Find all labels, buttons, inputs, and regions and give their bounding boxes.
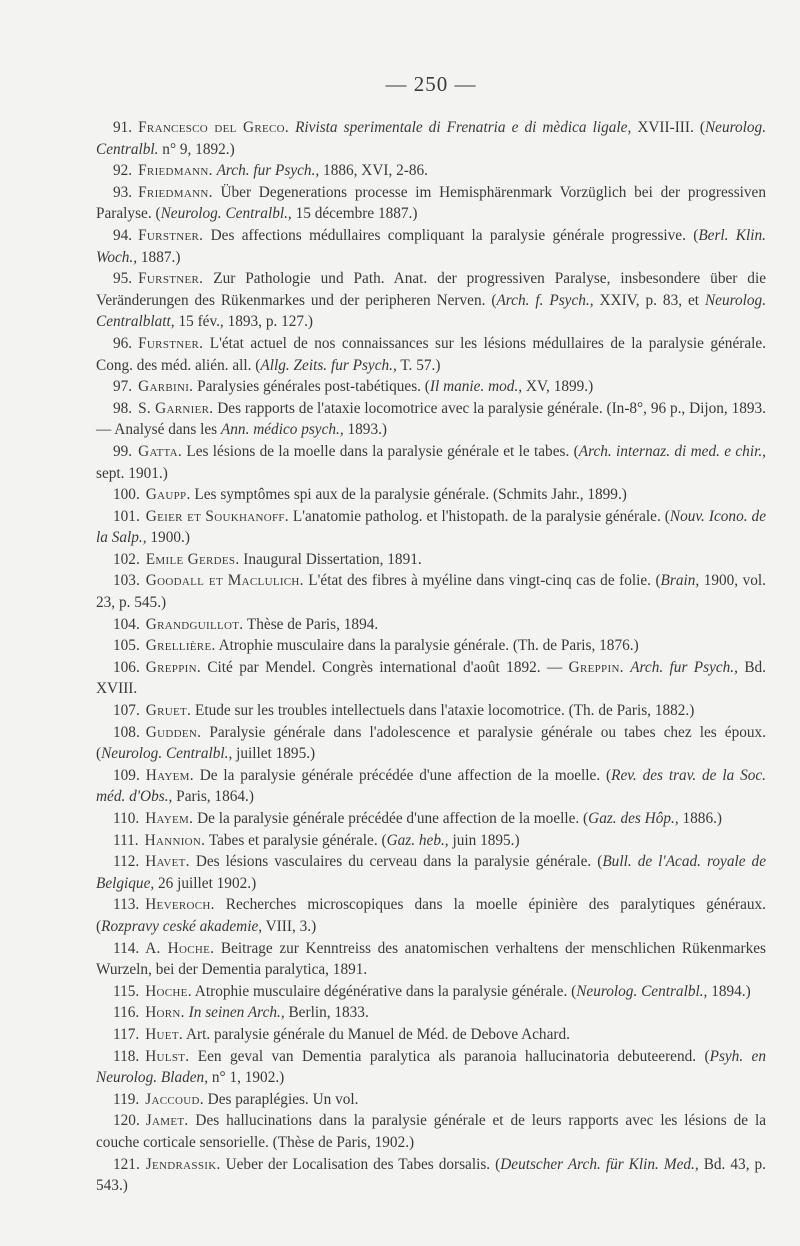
entry-text: 1894.) [707,982,751,1000]
entry-text: Atrophie musculaire dégénérative dans la paralysie générale. ( [191,982,577,1000]
entry-italic-text: Psyh. en Neurolog. Bladen, [96,1047,766,1087]
entry-text: VIII, 3.) [262,917,317,935]
entry-italic-text: In seinen Arch., [188,1004,285,1022]
entry-author: Greppin. [568,658,624,676]
entry-text: De la paralysie générale précédée d'une affection de la moelle. ( [193,810,589,827]
entry-italic-text: Arch. f. Psych., [496,291,594,309]
entry-italic-text: Nouv. Icono. de la Salp., [96,507,766,547]
entry-author: Hulst. [145,1047,190,1065]
entry-number: 108. [113,723,140,741]
entry-text: Bd. XVIII. [96,658,767,698]
entry-text: 1886, XVI, 2-86. [319,162,429,180]
entry-italic-text: Arch. fur Psych., [630,658,738,676]
entry-text: Art. paralysie générale du Manuel de Méd. de Debove Achard. [182,1025,570,1043]
bibliography-entry [96,441,766,484]
entry-author: Greppin. [145,658,201,676]
entry-text: Des affections médullaires compliquant la paralysie générale progressive. ( [203,226,699,244]
entry-text: Des hallucinations dans la paralysie générale et de leurs rapports avec les lésions de la couche corticale sensorielle. (Thèse de Paris, 1902.) [96,1112,766,1151]
entry-italic-text: Bull. de l'Acad. royale de Belgique, [96,853,766,892]
bibliography-entry [96,1024,766,1046]
entry-author: Huet. [145,1025,183,1043]
entry-author: Gudden. [145,723,202,741]
entry-text: n° 9, 1892.) [158,140,235,158]
entry-author: Geier et Soukhanoff. [145,507,289,525]
entry-author: Goodall et Maclulich. [145,572,304,590]
entry-number: 92. [113,162,133,180]
bibliography-entry [96,1089,766,1111]
entry-number: 115. [113,982,140,1000]
entry-text: XV, 1899.) [522,378,594,396]
entry-number: 99. [113,442,133,460]
bibliography-entry [96,333,766,376]
entry-author: Jaccoud. [145,1090,204,1108]
entry-text: XXIV, p. 83, et [593,291,705,309]
entry-text: Les lésions de la moelle dans la paralysie générale et le tabes. ( [182,442,579,460]
entry-text: Les symptômes spi aux de la paralysie générale. (Schmits Jahr., 1899.) [190,486,627,504]
entry-text: n° 1, 1902.) [208,1069,285,1087]
entry-number: 112. [113,853,140,871]
entry-number: 97. [113,378,133,396]
entry-author: Friedmann. [138,162,213,180]
entry-number: 93. [113,183,133,201]
entry-number: 94. [113,226,133,244]
entry-author: Heveroch. [145,896,215,914]
entry-text: Des rapports de l'ataxie locomotrice avec la paralysie générale. (In-8°, 96 p., Dijon, 1893. — Analysé dans les [96,399,766,439]
entry-author: S. Garnier. [138,399,214,417]
bibliography-entry [96,981,766,1003]
entry-author: Gruet. [145,702,192,720]
entry-number: 98. [113,399,133,417]
entry-author: Hayem. [145,810,194,827]
entry-italic-text: Brain, [660,572,700,590]
entry-author: A. Hoche. [145,939,215,957]
entry-italic-text: Allg. Zeits. fur Psych., [260,356,397,374]
entry-text: 1900.) [146,529,190,547]
entry-number: 114. [113,939,140,957]
entry-text: Über Degenerations processe im Hemisphärenmark Vorzüglich bei der progressiven Paralyse. ( [96,183,766,223]
entry-author: Furstner. [138,270,204,288]
bibliography-entry [96,398,766,441]
entry-italic-text: Neurolog. Centralbl. [96,119,767,158]
entry-italic-text: Arch. fur Psych., [216,162,320,180]
entry-number: 116. [113,1004,140,1022]
entry-number: 117. [113,1025,140,1043]
entry-text: 1886.) [678,810,723,827]
bibliography-entry [96,830,766,852]
entry-author: Jendrassik. [145,1155,221,1173]
entry-italic-text: Arch. internaz. di med. e chir., [578,442,766,460]
entry-text: Atrophie musculaire dans la paralysie générale. (Th. de Paris, 1876.) [215,637,639,655]
entry-italic-text: Neurolog. Centralblatt, [96,291,767,331]
entry-italic-text: Rev. des trav. de la Soc. méd. d'Obs., [96,766,767,806]
entry-text: Etude sur les troubles intellectuels dans l'ataxie locomotrice. (Th. de Paris, 1882.) [191,702,695,720]
bibliography-entry [96,657,766,700]
bibliography-entry [96,894,766,937]
entry-text: sept. 1901.) [96,464,168,482]
entry-italic-text: Il manie. mod., [429,378,523,396]
entry-number: 120. [113,1112,140,1130]
entry-number: 102. [113,550,140,568]
entry-text: juin 1895.) [448,831,520,849]
entry-text: Bd. 43, p. 543.) [96,1155,766,1195]
entry-number: 110. [113,810,140,827]
entry-text: Recherches microscopiques dans la moelle épinière des paralytiques généraux. ( [96,896,766,935]
entry-number: 109. [113,766,140,784]
entry-number: 95. [113,270,133,288]
entry-italic-text: Deutscher Arch. für Klin. Med., [500,1155,699,1173]
bibliography-entry [96,851,766,894]
bibliography-entry [96,182,766,225]
entry-author: Jamet. [145,1112,189,1130]
bibliography-entry [96,1110,766,1153]
entry-author: Havet. [145,853,190,871]
entry-number: 113. [113,896,140,914]
bibliography-entry [96,938,766,981]
bibliography-entry [96,484,766,506]
entry-text: Paralysies générales post-tabétiques. ( [193,378,430,396]
entry-author: Hoche. [145,982,192,1000]
entry-text: 26 juillet 1902.) [154,874,257,892]
bibliography-entry [96,635,766,657]
entry-italic-text: Neurolog. Centralbl., [160,205,292,223]
entry-text: 1900, vol. 23, p. 545.) [96,572,766,612]
bibliography-entry [96,1046,766,1089]
entry-text: T. 57.) [396,356,441,374]
entry-author: Horn. [145,1004,185,1022]
bibliography-entry [96,117,766,160]
bibliography-entry [96,1002,766,1024]
entry-text: Een geval van Dementia paralytica als paranoia hallucinatoria debuteerend. ( [189,1047,710,1065]
entry-number: 101. [113,507,140,525]
bibliography-entry [96,506,766,549]
entry-number: 118. [113,1047,140,1065]
entry-italic-text: Neurolog. Centralbl., [101,745,233,763]
entry-text: Inaugural Dissertation, 1891. [239,550,422,568]
entry-author: Gatta. [138,442,183,460]
entry-italic-text: Rivista sperimentale di Frenatria e di mèdica ligale, [295,119,632,136]
entry-author: Emile Gerdes. [145,550,240,568]
entry-author: Hayem. [145,766,194,784]
bibliography-entry [96,225,766,268]
entry-text: L'anatomie patholog. et l'histopath. de la paralysie générale. ( [288,507,670,525]
entry-text: Paris, 1864.) [172,788,254,806]
bibliography-entry [96,614,766,636]
bibliography-entry [96,268,766,333]
entry-text: L'état actuel de nos connaissances sur les lésions médullaires de la paralysie générale. Cong. des méd. alién. all. ( [96,334,766,374]
bibliography-entry [96,700,766,722]
entry-text: 1887.) [137,248,181,266]
entry-author: Friedmann. [138,183,213,201]
entry-author: Grandguillot. [145,615,244,633]
entry-text: Zur Pathologie und Path. Anat. der progressiven Paralyse, insbesondere über die Veränderungen des Rükenmarkes und der peripheren Nerven. ( [96,270,766,309]
entry-text: 15 fév., 1893, p. 127.) [174,313,313,331]
entry-number: 111. [113,831,139,849]
entry-italic-text: Gaz. des Hôp., [588,810,679,827]
entry-text: Ueber der Localisation des Tabes dorsalis. ( [220,1155,501,1173]
entry-text: De la paralysie générale précédée d'une affection de la moelle. ( [193,766,612,784]
entry-italic-text: Neurolog. Centralbl., [576,982,708,1000]
entry-text: Berlin, 1833. [284,1004,369,1022]
entry-author: Furstner. [138,334,204,352]
page-number: — 250 — [385,72,477,96]
entry-text: 15 décembre 1887.) [291,205,418,223]
bibliography-list [96,117,766,1197]
entry-number: 105. [113,637,140,655]
entry-number: 106. [113,658,140,676]
entry-number: 119. [113,1090,140,1108]
entry-text: juillet 1895.) [232,745,316,763]
entry-number: 104. [113,615,140,633]
bibliography-entry [96,376,766,398]
entry-text: L'état des fibres à myéline dans vingt-cinq cas de folie. ( [303,572,661,590]
entry-number: 91. [113,119,133,136]
entry-number: 121. [113,1155,140,1173]
entry-text: 1893.) [343,421,388,439]
bibliography-entry [96,549,766,571]
entry-italic-text: Gaz. heb., [386,831,449,849]
entry-italic-text: Ann. médico psych., [220,421,344,439]
entry-author: Grellière. [145,637,216,655]
bibliography-entry [96,160,766,182]
entry-text: Tabes et paralysie générale. ( [205,831,387,849]
bibliography-entry [96,722,766,765]
bibliography-entry [96,765,766,808]
entry-text: Thèse de Paris, 1894. [243,615,379,633]
entry-number: 107. [113,702,140,720]
entry-number: 103. [113,572,140,590]
bibliography-entry [96,570,766,613]
entry-author: Garbini. [138,378,194,396]
entry-text: Des lésions vasculaires du cerveau dans la paralysie générale. ( [189,853,603,871]
entry-author: Hannion. [144,831,206,849]
entry-text: Cité par Mendel. Congrès international d'août 1892. — [200,658,569,676]
bibliography-entry [96,1154,766,1197]
entry-author: Furstner. [138,226,204,244]
entry-number: 96. [113,334,133,352]
entry-text: Des paraplégies. Un vol. [203,1090,359,1108]
entry-text: Beitrage zur Kenntreiss des anatomischen verhaltens der menschlichen Rükenmarkes Wurzeln, bei der Dementia paralytica, 1891. [96,939,766,979]
entry-italic-text: Berl. Klin. Woch., [96,226,766,266]
bibliography-entry [96,808,766,830]
entry-author: Francesco del Greco. [138,119,290,136]
entry-text: Paralysie générale dans l'adolescence et paralysie générale ou tabes chez les époux. ( [96,723,766,763]
entry-author: Gaupp. [145,486,191,504]
entry-text: XVII-III. ( [631,119,705,136]
entry-number: 100. [113,486,140,504]
entry-italic-text: Rozpravy ceské akademie, [101,917,263,935]
